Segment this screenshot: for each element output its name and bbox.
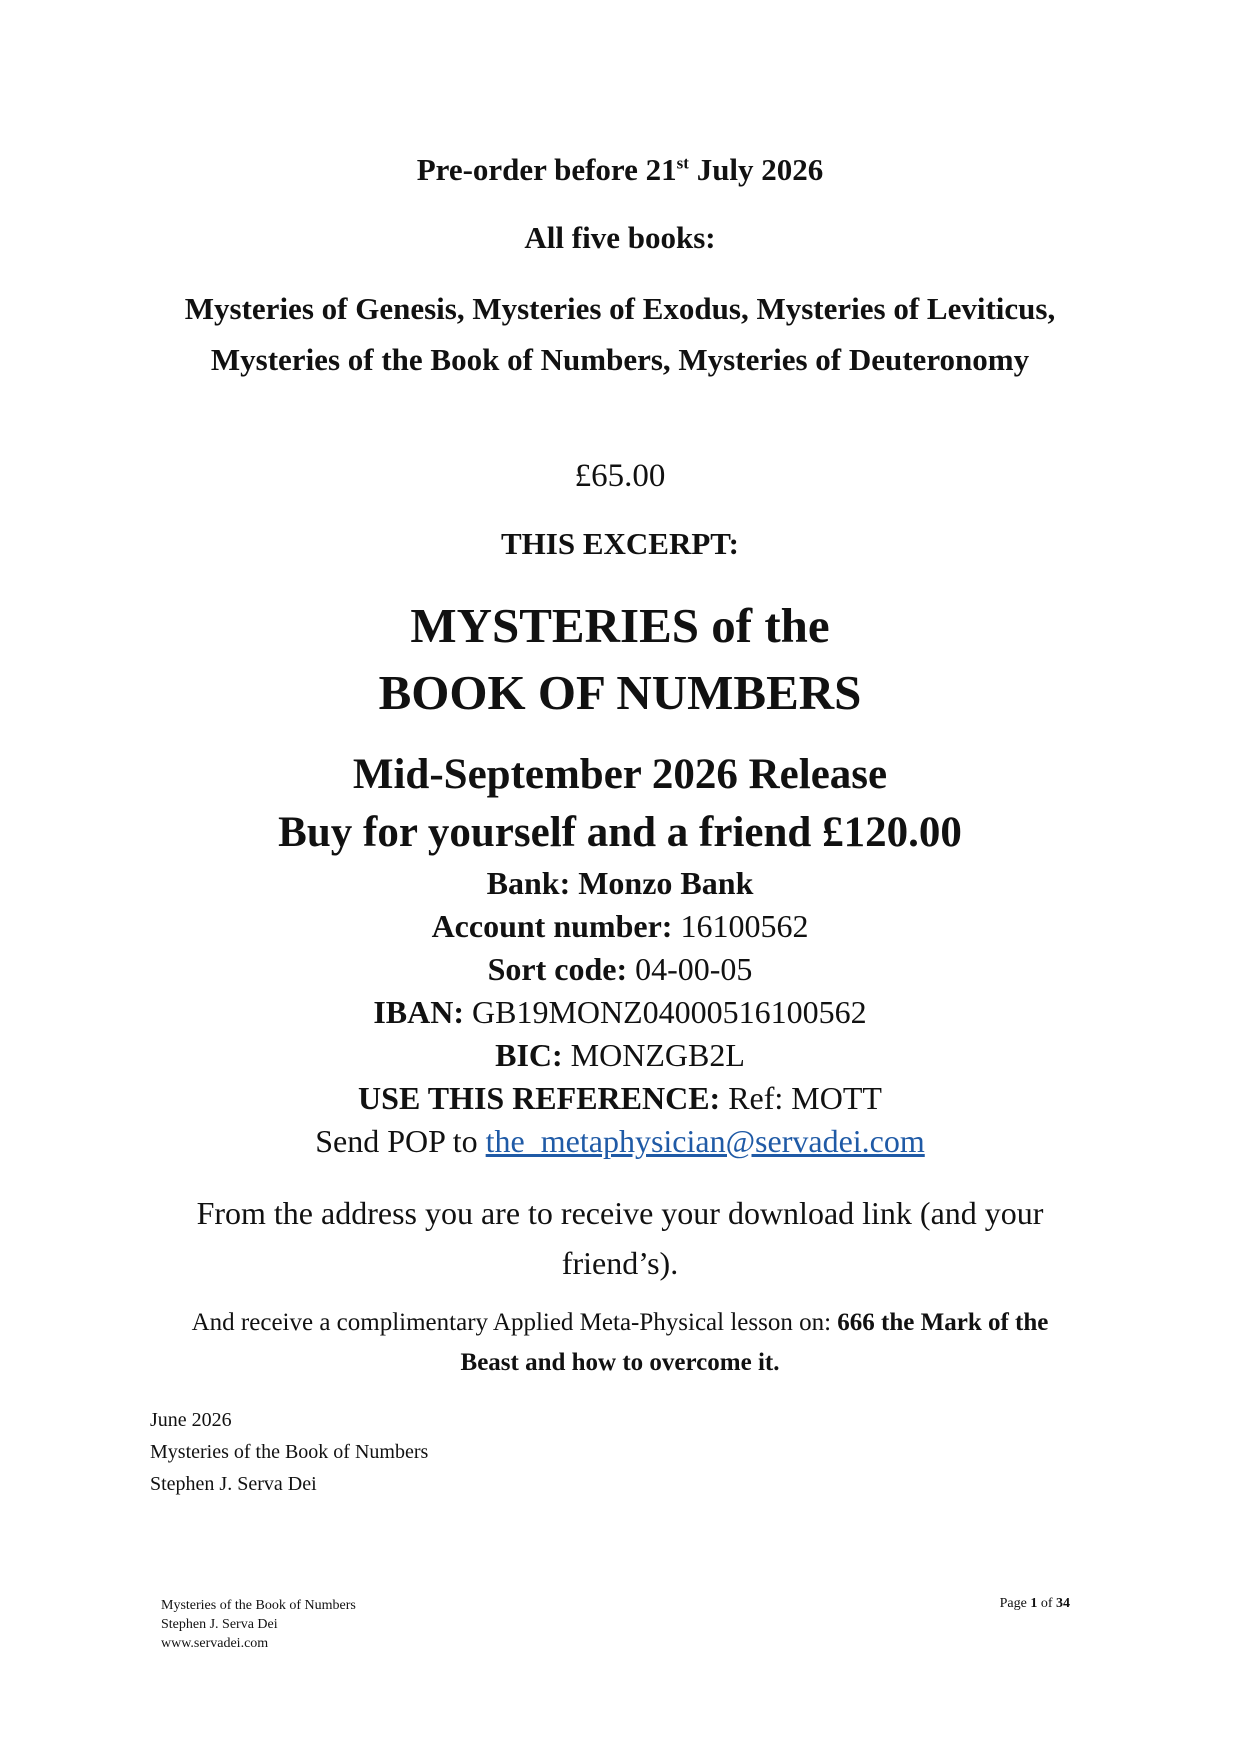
sort-code: Sort code: 04-00-05 (487, 951, 753, 987)
footer-book: Mysteries of the Book of Numbers (161, 1598, 356, 1613)
release-date: Mid-September 2026 Release (352, 751, 888, 798)
download-instructions: From the address you are to receive your download link (and your friend’s). (196, 1195, 1044, 1281)
signature-date: June 2026 (150, 1409, 232, 1431)
page-number: Page 1 of 34 (999, 1596, 1070, 1611)
excerpt-title (0, 592, 1240, 726)
friend-offer: Buy for yourself and a friend £120.00 (278, 809, 962, 856)
bank-name: Bank: Monzo Bank (486, 865, 754, 901)
payment-reference: USE THIS REFERENCE: Ref: MOTT (358, 1080, 882, 1116)
signature-book: Mysteries of the Book of Numbers (150, 1441, 429, 1463)
date-ordinal-suffix: st (676, 153, 689, 173)
excerpt-label: THIS EXCERPT: (501, 526, 739, 561)
footer-website: www.servadei.com (161, 1636, 269, 1651)
account-number: Account number: 16100562 (431, 908, 809, 944)
iban: IBAN: GB19MONZ04000516100562 (373, 994, 867, 1030)
send-pop: Send POP to the_metaphysician@servadei.com (315, 1123, 925, 1159)
lesson-topic: 666 the Mark of the Beast and how to overcome it. (460, 1309, 1049, 1376)
bonus-lesson: And receive a complimentary Applied Meta-Physical lesson on: 666 the Mark of the Beast and how to overcome it. (191, 1309, 1049, 1376)
excerpt-title-line-2: BOOK OF NUMBERS (378, 665, 862, 720)
bic: BIC: MONZGB2L (495, 1037, 745, 1073)
bundle-heading: All five books: (524, 220, 716, 255)
bundle-titles: Mysteries of Genesis, Mysteries of Exodus, Mysteries of Leviticus, Mysteries of the Book of Numbers, Mysteries of Deuteronomy (184, 291, 1056, 377)
footer-author: Stephen J. Serva Dei (161, 1617, 278, 1632)
preorder-deadline: Pre-order before 21st July 2026 (416, 152, 824, 187)
email-link[interactable]: the_metaphysician@servadei.com (485, 1123, 925, 1159)
bundle-price: £65.00 (574, 458, 666, 494)
excerpt-title-line-1: MYSTERIES of the (410, 598, 830, 653)
footer-info (161, 1596, 356, 1653)
signature-author: Stephen J. Serva Dei (150, 1473, 317, 1495)
release-info (0, 746, 1240, 862)
bank-details (0, 862, 1240, 1163)
signature-block (150, 1404, 428, 1500)
